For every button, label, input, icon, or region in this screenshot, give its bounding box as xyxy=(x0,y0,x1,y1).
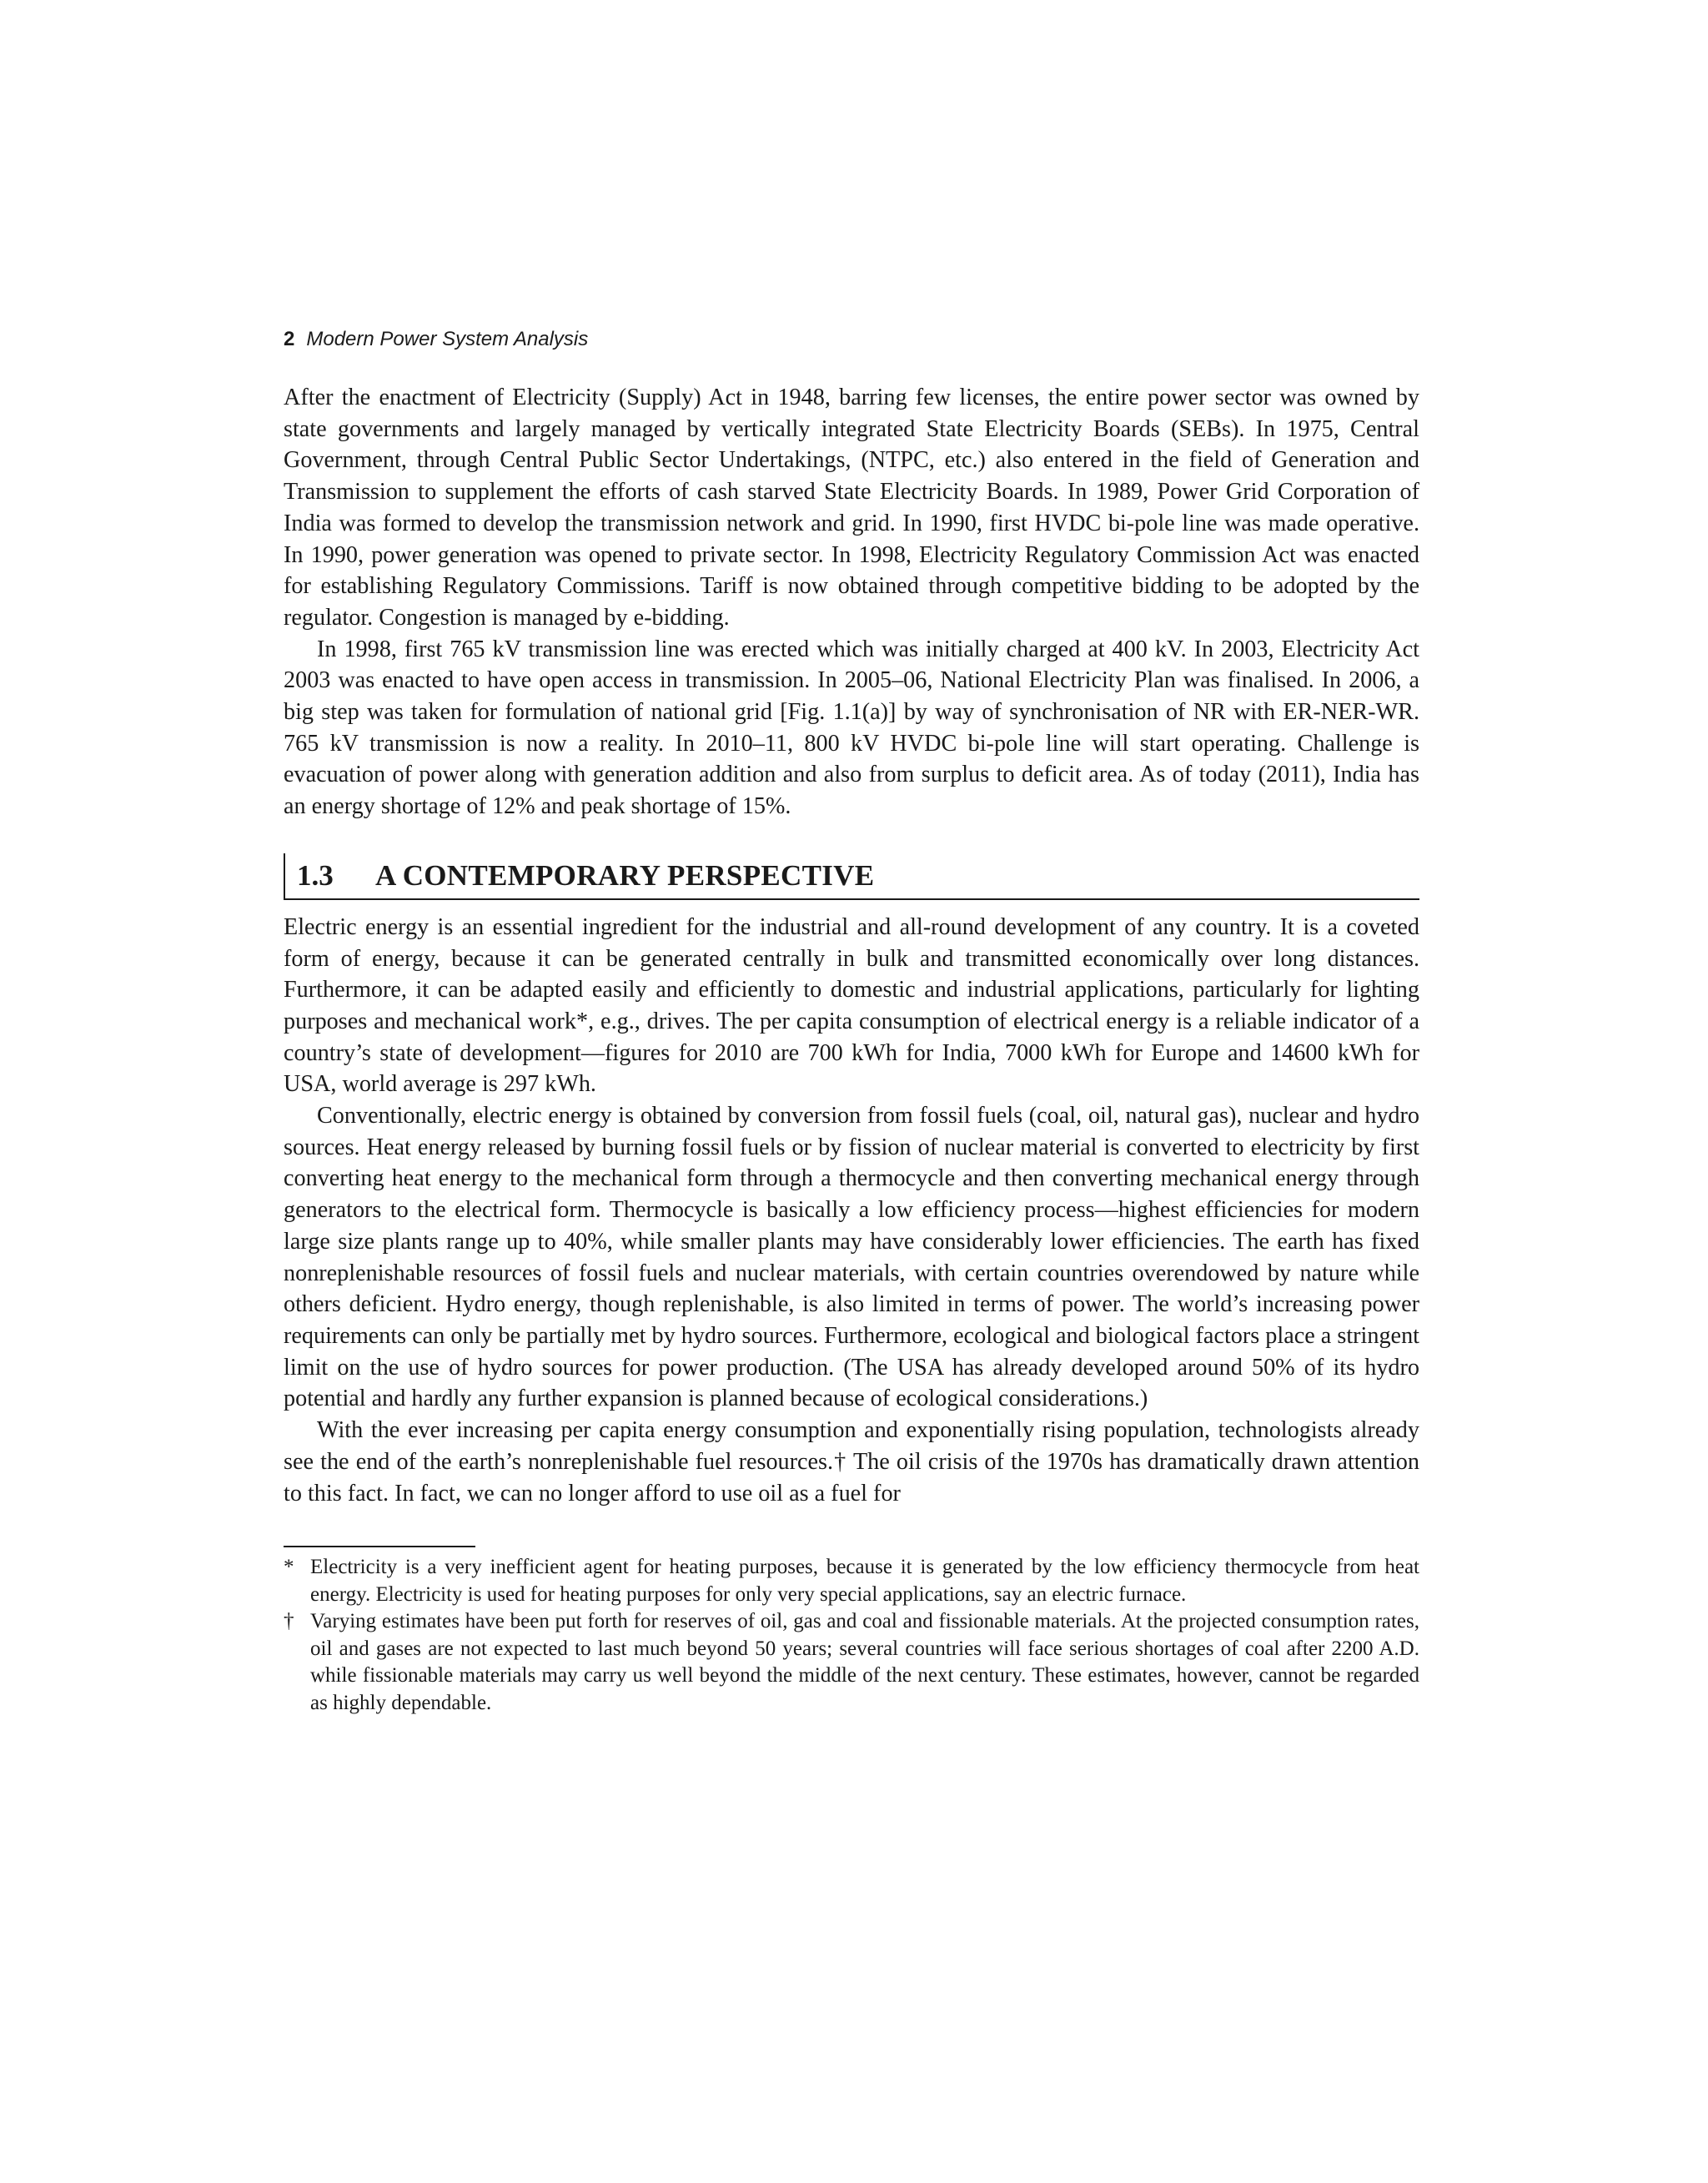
footnote-rule xyxy=(284,1546,475,1547)
paragraph-fuel-resources: With the ever increasing per capita energy consumption and exponentially rising population, technologists already see the end of the earth’s nonreplenishable fuel resources.† The oil crisis of the 1970s has dramatically drawn attention to this fact. In fact, we can no longer afford to use oil as a fuel for xyxy=(284,1417,1419,1506)
footnote-mark: † xyxy=(284,1610,294,1633)
running-head xyxy=(284,325,1419,354)
footnote-text: Varying estimates have been put forth for reserves of oil, gas and coal and fissionable materials. At the projected consumption rates, oil and gases are not expected to last much beyond 50 years; several countries will face serious shortages of coal after 2200 A.D. while fissionable materials may carry us well beyond the middle of the next century. These estimates, however, cannot be regarded as highly dependable. xyxy=(310,1610,1419,1714)
paragraph-electric-energy-importance: Electric energy is an essential ingredient for the industrial and all-round development of any country. It is a coveted form of energy, because it can be generated centrally in bulk and transmitted economically over long distances. Furthermore, it can be adapted easily and efficiently to domestic and industrial applications, particularly for lighting purposes and mechanical work*, e.g., drives. The per capita consumption of electrical energy is a reliable indicator of a country’s state of development—figures for 2010 are 700 kWh for India, 7000 kWh for Europe and 14600 kWh for USA, world average is 297 kWh. xyxy=(284,913,1419,1098)
footnote-mark: * xyxy=(284,1556,294,1579)
book-title: Modern Power System Analysis xyxy=(306,328,589,350)
section-title: A CONTEMPORARY PERSPECTIVE xyxy=(375,858,875,892)
paragraph-electricity-act-history: After the enactment of Electricity (Supply) Act in 1948, barring few licenses, the entire power sector was owned by state governments and largely managed by vertically integrated State Electricity Boards (SEBs). In 1975, Central Government, through Central Public Sector Undertakings, (NTPC, etc.) also entered in the field of Generation and Transmission to supplement the efforts of cash starved State Electricity Boards. In 1989, Power Grid Corporation of India was formed to develop the transmission network and grid. In 1990, first HVDC bi-pole line was made operative. In 1990, power generation was opened to private sector. In 1998, Electricity Regulatory Commission Act was enacted for establishing Regulatory Commissions. Tariff is now obtained through competitive bidding to be adopted by the regulator. Congestion is managed by e-bidding. xyxy=(284,385,1419,631)
footnote-text: Electricity is a very inefficient agent for heating purposes, because it is generated by the low efficiency thermocycle from heat energy. Electricity is used for heating purposes for only very special applications, say an electric furnace. xyxy=(310,1556,1419,1606)
footnote-dagger xyxy=(284,1608,1419,1717)
paragraph-conventional-sources: Conventionally, electric energy is obtained by conversion from fossil fuels (coal, oil, natural gas), nuclear and hydro sources. Heat energy released by burning fossil fuels or by fission of nuclear material is converted to electricity by first converting heat energy to the mechanical form through a thermocycle and then converting mechanical energy through generators to the electrical form. Thermocycle is basically a low efficiency process—highest efficiencies for modern large size plants range up to 40%, while smaller plants may have considerably lower efficiencies. The earth has fixed nonreplenishable resources of fossil fuels and nuclear materials, with certain countries overendowed by nature while others deficient. Hydro energy, though replenishable, is also limited in terms of power. The world’s increasing power requirements can only be partially met by hydro sources. Furthermore, ecological and biological factors place a stringent limit on the use of hydro sources for power production. (The USA has already developed around 50% of its hydro potential and hardly any further expansion is planned because of ecological considerations.) xyxy=(284,1103,1419,1412)
page-number: 2 xyxy=(284,328,295,350)
book-page xyxy=(284,325,1419,1717)
footnote-asterisk xyxy=(284,1554,1419,1608)
section-heading xyxy=(284,853,1419,900)
paragraph-transmission-milestones: In 1998, first 765 kV transmission line was erected which was initially charged at 400 kV. In 2003, Electricity Act 2003 was enacted to have open access in transmission. In 2005–06, National Electricity Plan was finalised. In 2006, a big step was taken for formulation of national grid [Fig. 1.1(a)] by way of synchronisation of NR with ER-NER-WR. 765 kV transmission is now a reality. In 2010–11, 800 kV HVDC bi-pole line will start operating. Challenge is evacuation of power along with generation addition and also from surplus to deficit area. As of today (2011), India has an energy shortage of 12% and peak shortage of 15%. xyxy=(284,636,1419,820)
section-number: 1.3 xyxy=(297,858,334,892)
